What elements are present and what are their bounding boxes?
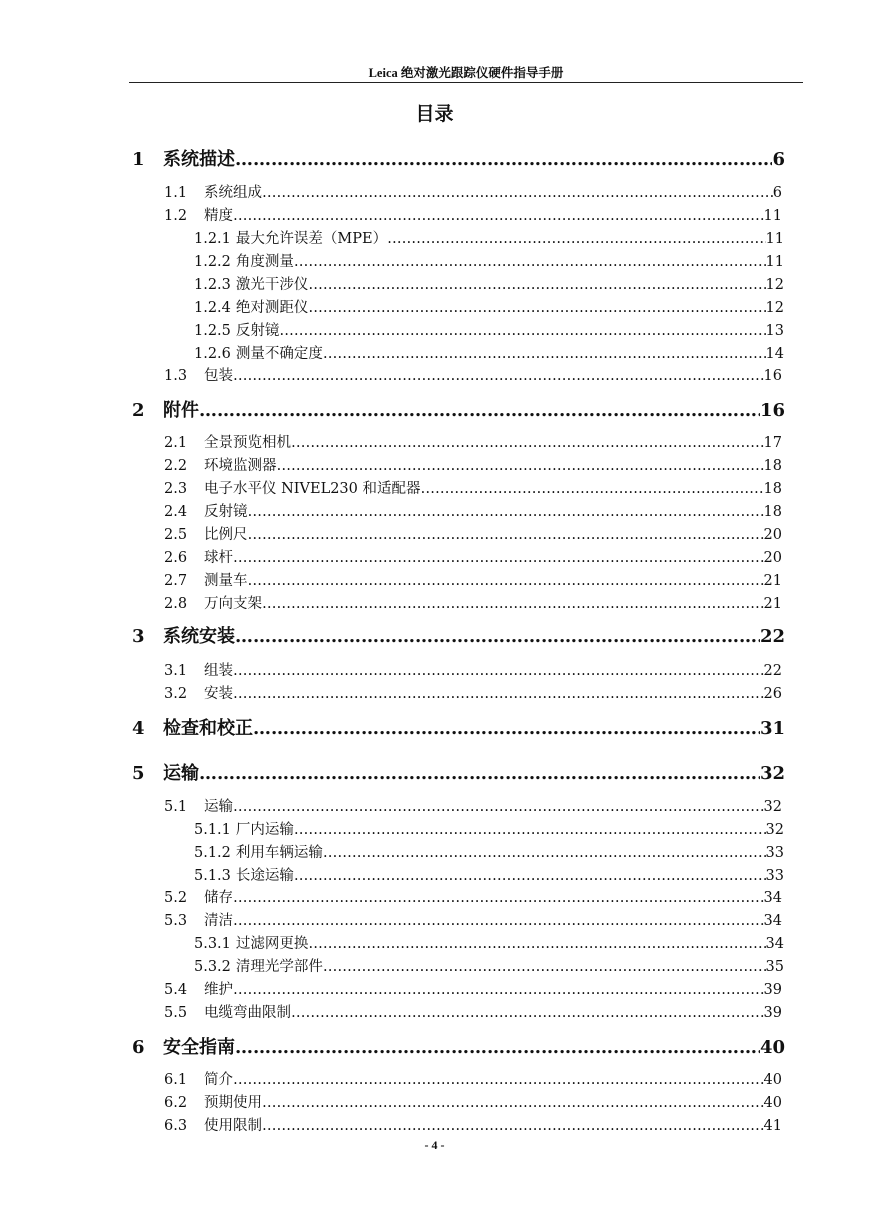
toc-dot-leader xyxy=(233,1070,764,1090)
toc-dot-leader xyxy=(233,684,764,704)
toc-section-entry[interactable] xyxy=(164,1093,782,1113)
toc-entry-number: 2.7 xyxy=(164,573,188,589)
toc-dot-leader xyxy=(199,398,760,424)
toc-subsection-entry[interactable] xyxy=(194,321,784,341)
toc-dot-leader xyxy=(262,1116,764,1136)
toc-dot-leader xyxy=(323,957,766,977)
toc-entry-page: 39 xyxy=(763,1005,782,1021)
toc-section-entry[interactable] xyxy=(164,661,782,681)
toc-entry-number: 5.5 xyxy=(164,1005,188,1021)
toc-entry-page: 20 xyxy=(763,527,782,543)
toc-dot-leader xyxy=(262,183,773,203)
toc-section-entry[interactable] xyxy=(164,1070,782,1090)
toc-entry-title: 组装 xyxy=(204,663,233,679)
toc-entry-page: 18 xyxy=(763,458,782,474)
toc-chapter-entry[interactable] xyxy=(132,398,785,424)
toc-subsection-entry[interactable] xyxy=(194,229,784,249)
toc-dot-leader xyxy=(233,797,764,817)
toc-entry-number: 5.2 xyxy=(164,890,188,906)
toc-entry-number: 1 xyxy=(132,149,145,170)
toc-dot-leader xyxy=(235,1035,760,1061)
toc-entry-title: 电缆弯曲限制 xyxy=(204,1005,291,1021)
toc-entry-page: 22 xyxy=(759,626,785,647)
toc-subsection-entry[interactable] xyxy=(194,344,784,364)
toc-entry-title: 系统组成 xyxy=(204,185,262,201)
toc-dot-leader xyxy=(233,661,764,681)
toc-entry-title: 精度 xyxy=(204,208,233,224)
toc-entry-number: 6.2 xyxy=(164,1095,188,1111)
toc-entry-page: 6 xyxy=(772,149,785,170)
toc-entry-title: 角度测量 xyxy=(235,254,294,270)
toc-entry-page: 34 xyxy=(763,890,782,906)
toc-chapter-entry[interactable] xyxy=(132,147,785,173)
toc-entry-number: 6 xyxy=(132,1037,145,1058)
toc-dot-leader xyxy=(291,433,764,453)
toc-entry-page: 11 xyxy=(763,208,782,224)
toc-dot-leader xyxy=(233,206,764,226)
toc-subsection-entry[interactable] xyxy=(194,275,784,295)
toc-entry-page: 14 xyxy=(765,346,784,362)
toc-subsection-entry[interactable] xyxy=(194,934,784,954)
toc-dot-leader xyxy=(233,911,764,931)
toc-dot-leader xyxy=(308,934,765,954)
toc-entry-page: 32 xyxy=(763,799,782,815)
toc-entry-number: 1.1 xyxy=(164,185,188,201)
toc-chapter-entry[interactable] xyxy=(132,716,785,742)
toc-entry-title: 全景预览相机 xyxy=(204,435,291,451)
toc-entry-title: 环境监测器 xyxy=(204,458,277,474)
toc-entry-title: 安全指南 xyxy=(163,1037,235,1058)
toc-entry-number: 3.1 xyxy=(164,663,188,679)
toc-dot-leader xyxy=(248,571,764,591)
toc-entry-page: 39 xyxy=(763,982,782,998)
toc-entry-number: 2.4 xyxy=(164,504,188,520)
toc-section-entry[interactable] xyxy=(164,366,782,386)
toc-entry-title: 储存 xyxy=(204,890,233,906)
toc-entry-page: 32 xyxy=(759,763,785,784)
toc-entry-number: 5.3 xyxy=(164,913,188,929)
toc-entry-page: 16 xyxy=(763,368,782,384)
toc-chapter-entry[interactable] xyxy=(132,761,785,787)
toc-entry-title: 附件 xyxy=(163,400,199,421)
toc-entry-number: 5.4 xyxy=(164,982,188,998)
toc-entry-page: 21 xyxy=(763,573,782,589)
toc-entry-number: 5.1.3 xyxy=(194,868,231,884)
toc-entry-page: 22 xyxy=(763,663,782,679)
toc-section-entry[interactable] xyxy=(164,980,782,1000)
toc-entry-page: 16 xyxy=(759,400,785,421)
toc-section-entry[interactable] xyxy=(164,206,782,226)
toc-entry-title: 系统描述 xyxy=(163,149,235,170)
toc-entry-number: 1.2.3 xyxy=(194,277,231,293)
toc-entry-title: 测量车 xyxy=(204,573,248,589)
toc-entry-title: 检查和校正 xyxy=(163,718,253,739)
toc-dot-leader xyxy=(235,147,772,173)
toc-entry-title: 使用限制 xyxy=(204,1118,262,1134)
toc-entry-title: 球杆 xyxy=(204,550,233,566)
toc-entry-title: 绝对测距仪 xyxy=(235,300,309,316)
toc-entry-number: 1.2.5 xyxy=(194,323,231,339)
toc-dot-leader xyxy=(233,888,764,908)
toc-dot-leader xyxy=(248,525,764,545)
toc-entry-title: 厂内运输 xyxy=(235,822,294,838)
toc-subsection-entry[interactable] xyxy=(194,866,784,886)
toc-dot-leader xyxy=(421,479,764,499)
toc-entry-title: 比例尺 xyxy=(204,527,248,543)
toc-dot-leader xyxy=(262,594,764,614)
toc-entry-title: 激光干涉仪 xyxy=(235,277,309,293)
toc-dot-leader xyxy=(294,866,766,886)
toc-dot-leader xyxy=(387,229,765,249)
toc-dot-leader xyxy=(233,366,764,386)
toc-dot-leader xyxy=(233,548,764,568)
toc-entry-page: 18 xyxy=(763,481,782,497)
toc-dot-leader xyxy=(199,761,760,787)
toc-section-entry[interactable] xyxy=(164,479,782,499)
toc-subsection-entry[interactable] xyxy=(194,298,784,318)
toc-entry-number: 2.2 xyxy=(164,458,188,474)
toc-entry-number: 4 xyxy=(132,718,145,739)
toc-section-entry[interactable] xyxy=(164,502,782,522)
toc-dot-leader xyxy=(294,252,766,272)
toc-entry-number: 2.5 xyxy=(164,527,188,543)
toc-section-entry[interactable] xyxy=(164,684,782,704)
toc-subsection-entry[interactable] xyxy=(194,252,784,272)
toc-dot-leader xyxy=(323,344,766,364)
toc-entry-page: 17 xyxy=(763,435,782,451)
toc-entry-page: 32 xyxy=(765,822,784,838)
toc-dot-leader xyxy=(291,1003,764,1023)
toc-entry-page: 6 xyxy=(772,185,782,201)
toc-entry-page: 33 xyxy=(765,868,784,884)
toc-dot-leader xyxy=(262,1093,764,1113)
toc-entry-title: 安装 xyxy=(204,686,233,702)
toc-entry-title: 简介 xyxy=(204,1072,233,1088)
toc-chapter-entry[interactable] xyxy=(132,1035,785,1061)
toc-entry-title: 测量不确定度 xyxy=(235,346,323,362)
toc-dot-leader xyxy=(233,980,764,1000)
toc-section-entry[interactable] xyxy=(164,1116,782,1136)
toc-entry-number: 5.1.1 xyxy=(194,822,231,838)
toc-entry-page: 33 xyxy=(765,845,784,861)
toc-entry-title: 包装 xyxy=(204,368,233,384)
toc-entry-number: 5.1.2 xyxy=(194,845,231,861)
toc-entry-number: 5.3.1 xyxy=(194,936,231,952)
toc-entry-number: 6.3 xyxy=(164,1118,188,1134)
toc-section-entry[interactable] xyxy=(164,797,782,817)
toc-entry-number: 6.1 xyxy=(164,1072,188,1088)
toc-entry-title: 反射镜 xyxy=(235,323,280,339)
toc-entry-title: 清理光学部件 xyxy=(235,959,323,975)
toc-entry-number: 1.2.2 xyxy=(194,254,231,270)
toc-chapter-entry[interactable] xyxy=(132,624,785,650)
toc-dot-leader xyxy=(235,624,760,650)
toc-section-entry[interactable] xyxy=(164,911,782,931)
toc-section-entry[interactable] xyxy=(164,1003,782,1023)
toc-section-entry[interactable] xyxy=(164,594,782,614)
toc-entry-page: 26 xyxy=(763,686,782,702)
toc-entry-number: 1.2.1 xyxy=(194,231,231,247)
toc-subsection-entry[interactable] xyxy=(194,957,784,977)
toc-title: 目录 xyxy=(415,103,454,125)
toc-entry-number: 2.6 xyxy=(164,550,188,566)
toc-dot-leader xyxy=(308,298,765,318)
toc-subsection-entry[interactable] xyxy=(194,820,784,840)
toc-entry-page: 35 xyxy=(765,959,784,975)
toc-entry-page: 12 xyxy=(765,277,784,293)
toc-dot-leader xyxy=(277,456,764,476)
toc-section-entry[interactable] xyxy=(164,456,782,476)
toc-entry-number: 5.1 xyxy=(164,799,188,815)
toc-entry-title: 最大允许误差（MPE） xyxy=(235,231,388,247)
page-number: - 4 - xyxy=(424,1138,445,1152)
running-header: Leica 绝对激光跟踪仪硬件指导手册 xyxy=(129,64,803,83)
toc-entry-title: 万向支架 xyxy=(204,596,262,612)
toc-entry-title: 清洁 xyxy=(204,913,233,929)
toc-entry-page: 18 xyxy=(763,504,782,520)
toc-subsection-entry[interactable] xyxy=(194,843,784,863)
toc-entry-title: 反射镜 xyxy=(204,504,248,520)
toc-entry-number: 1.2.6 xyxy=(194,346,231,362)
toc-entry-title: 长途运输 xyxy=(235,868,294,884)
toc-entry-page: 34 xyxy=(763,913,782,929)
toc-entry-page: 13 xyxy=(765,323,784,339)
toc-entry-number: 1.2.4 xyxy=(194,300,231,316)
toc-dot-leader xyxy=(294,820,766,840)
toc-entry-page: 11 xyxy=(765,231,784,247)
toc-dot-leader xyxy=(253,716,760,742)
toc-entry-page: 20 xyxy=(763,550,782,566)
toc-entry-title: 维护 xyxy=(204,982,233,998)
toc-entry-number: 2 xyxy=(132,400,145,421)
toc-entry-page: 31 xyxy=(759,718,785,739)
toc-entry-title: 系统安装 xyxy=(163,626,235,647)
toc-entry-title: 运输 xyxy=(163,763,199,784)
toc-entry-number: 5.3.2 xyxy=(194,959,231,975)
toc-section-entry[interactable] xyxy=(164,888,782,908)
toc-section-entry[interactable] xyxy=(164,548,782,568)
toc-entry-page: 40 xyxy=(759,1037,785,1058)
toc-dot-leader xyxy=(279,321,765,341)
toc-entry-number: 1.3 xyxy=(164,368,188,384)
toc-entry-number: 2.1 xyxy=(164,435,188,451)
toc-dot-leader xyxy=(323,843,766,863)
toc-entry-number: 2.3 xyxy=(164,481,188,497)
toc-entry-page: 21 xyxy=(763,596,782,612)
toc-section-entry[interactable] xyxy=(164,183,782,203)
toc-entry-title: 过滤网更换 xyxy=(235,936,309,952)
toc-entry-number: 3.2 xyxy=(164,686,188,702)
toc-entry-number: 2.8 xyxy=(164,596,188,612)
toc-entry-title: 电子水平仪 NIVEL230 和适配器 xyxy=(204,481,421,497)
toc-entry-number: 3 xyxy=(132,626,145,647)
toc-entry-page: 41 xyxy=(763,1118,782,1134)
toc-section-entry[interactable] xyxy=(164,433,782,453)
toc-entry-page: 40 xyxy=(763,1095,782,1111)
toc-entry-title: 预期使用 xyxy=(204,1095,262,1111)
toc-section-entry[interactable] xyxy=(164,571,782,591)
toc-dot-leader xyxy=(248,502,764,522)
toc-entry-page: 11 xyxy=(765,254,784,270)
toc-dot-leader xyxy=(308,275,765,295)
toc-entry-title: 运输 xyxy=(204,799,233,815)
toc-entry-number: 1.2 xyxy=(164,208,188,224)
toc-entry-title: 利用车辆运输 xyxy=(235,845,323,861)
toc-entry-page: 40 xyxy=(763,1072,782,1088)
toc-entry-number: 5 xyxy=(132,763,145,784)
toc-section-entry[interactable] xyxy=(164,525,782,545)
toc-entry-page: 12 xyxy=(765,300,784,316)
toc-entry-page: 34 xyxy=(765,936,784,952)
